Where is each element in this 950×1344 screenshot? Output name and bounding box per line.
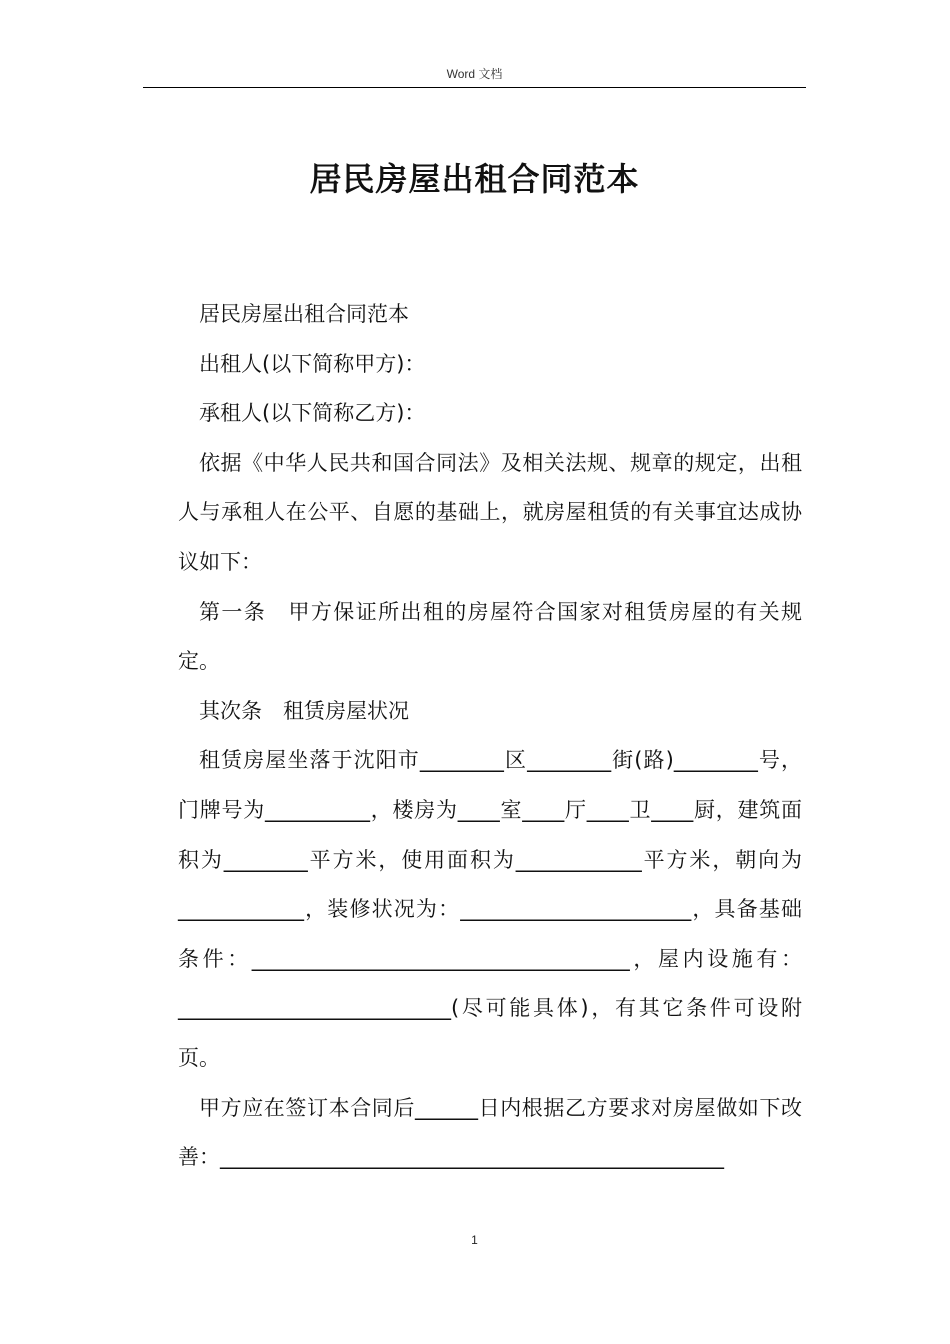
paragraph-article-1: 第一条 甲方保证所出租的房屋符合国家对租赁房屋的有关规定。 <box>178 599 802 674</box>
paragraph-property-details: 租赁房屋坐落于沈阳市________区________街(路)________号，门牌号为__________，楼房为____室____厅____卫____厨，建筑面积为________平方米，使用面积为____________平方米，朝向为____________，装修状况为：______________________，具备基础条件：____________________________________，屋内设施有：__________________________(尽可能具体)，有其它条件可设附页。 <box>178 748 802 1070</box>
document-body <box>178 290 802 1183</box>
paragraph-lessor: 出租人(以下简称甲方)： <box>199 351 426 376</box>
paragraph-lessee: 承租人(以下简称乙方)： <box>199 401 426 426</box>
paragraph-preamble: 依据《中华人民共和国合同法》及相关法规、规章的规定，出租人与承租人在公平、自愿的基础上，就房屋租赁的有关事宜达成协议如下： <box>178 450 802 574</box>
page-header-label: Word 文档 <box>446 67 503 81</box>
document-title: 居民房屋出租合同范本 <box>309 160 640 198</box>
paragraph-article-2: 其次条 租赁房屋状况 <box>199 698 409 723</box>
paragraph-improvements: 甲方应在签订本合同后______日内根据乙方要求对房屋做如下改善：________________________________________________ <box>178 1095 802 1170</box>
header-divider <box>143 87 806 88</box>
page-number: 1 <box>471 1233 478 1247</box>
paragraph-heading: 居民房屋出租合同范本 <box>199 302 409 326</box>
